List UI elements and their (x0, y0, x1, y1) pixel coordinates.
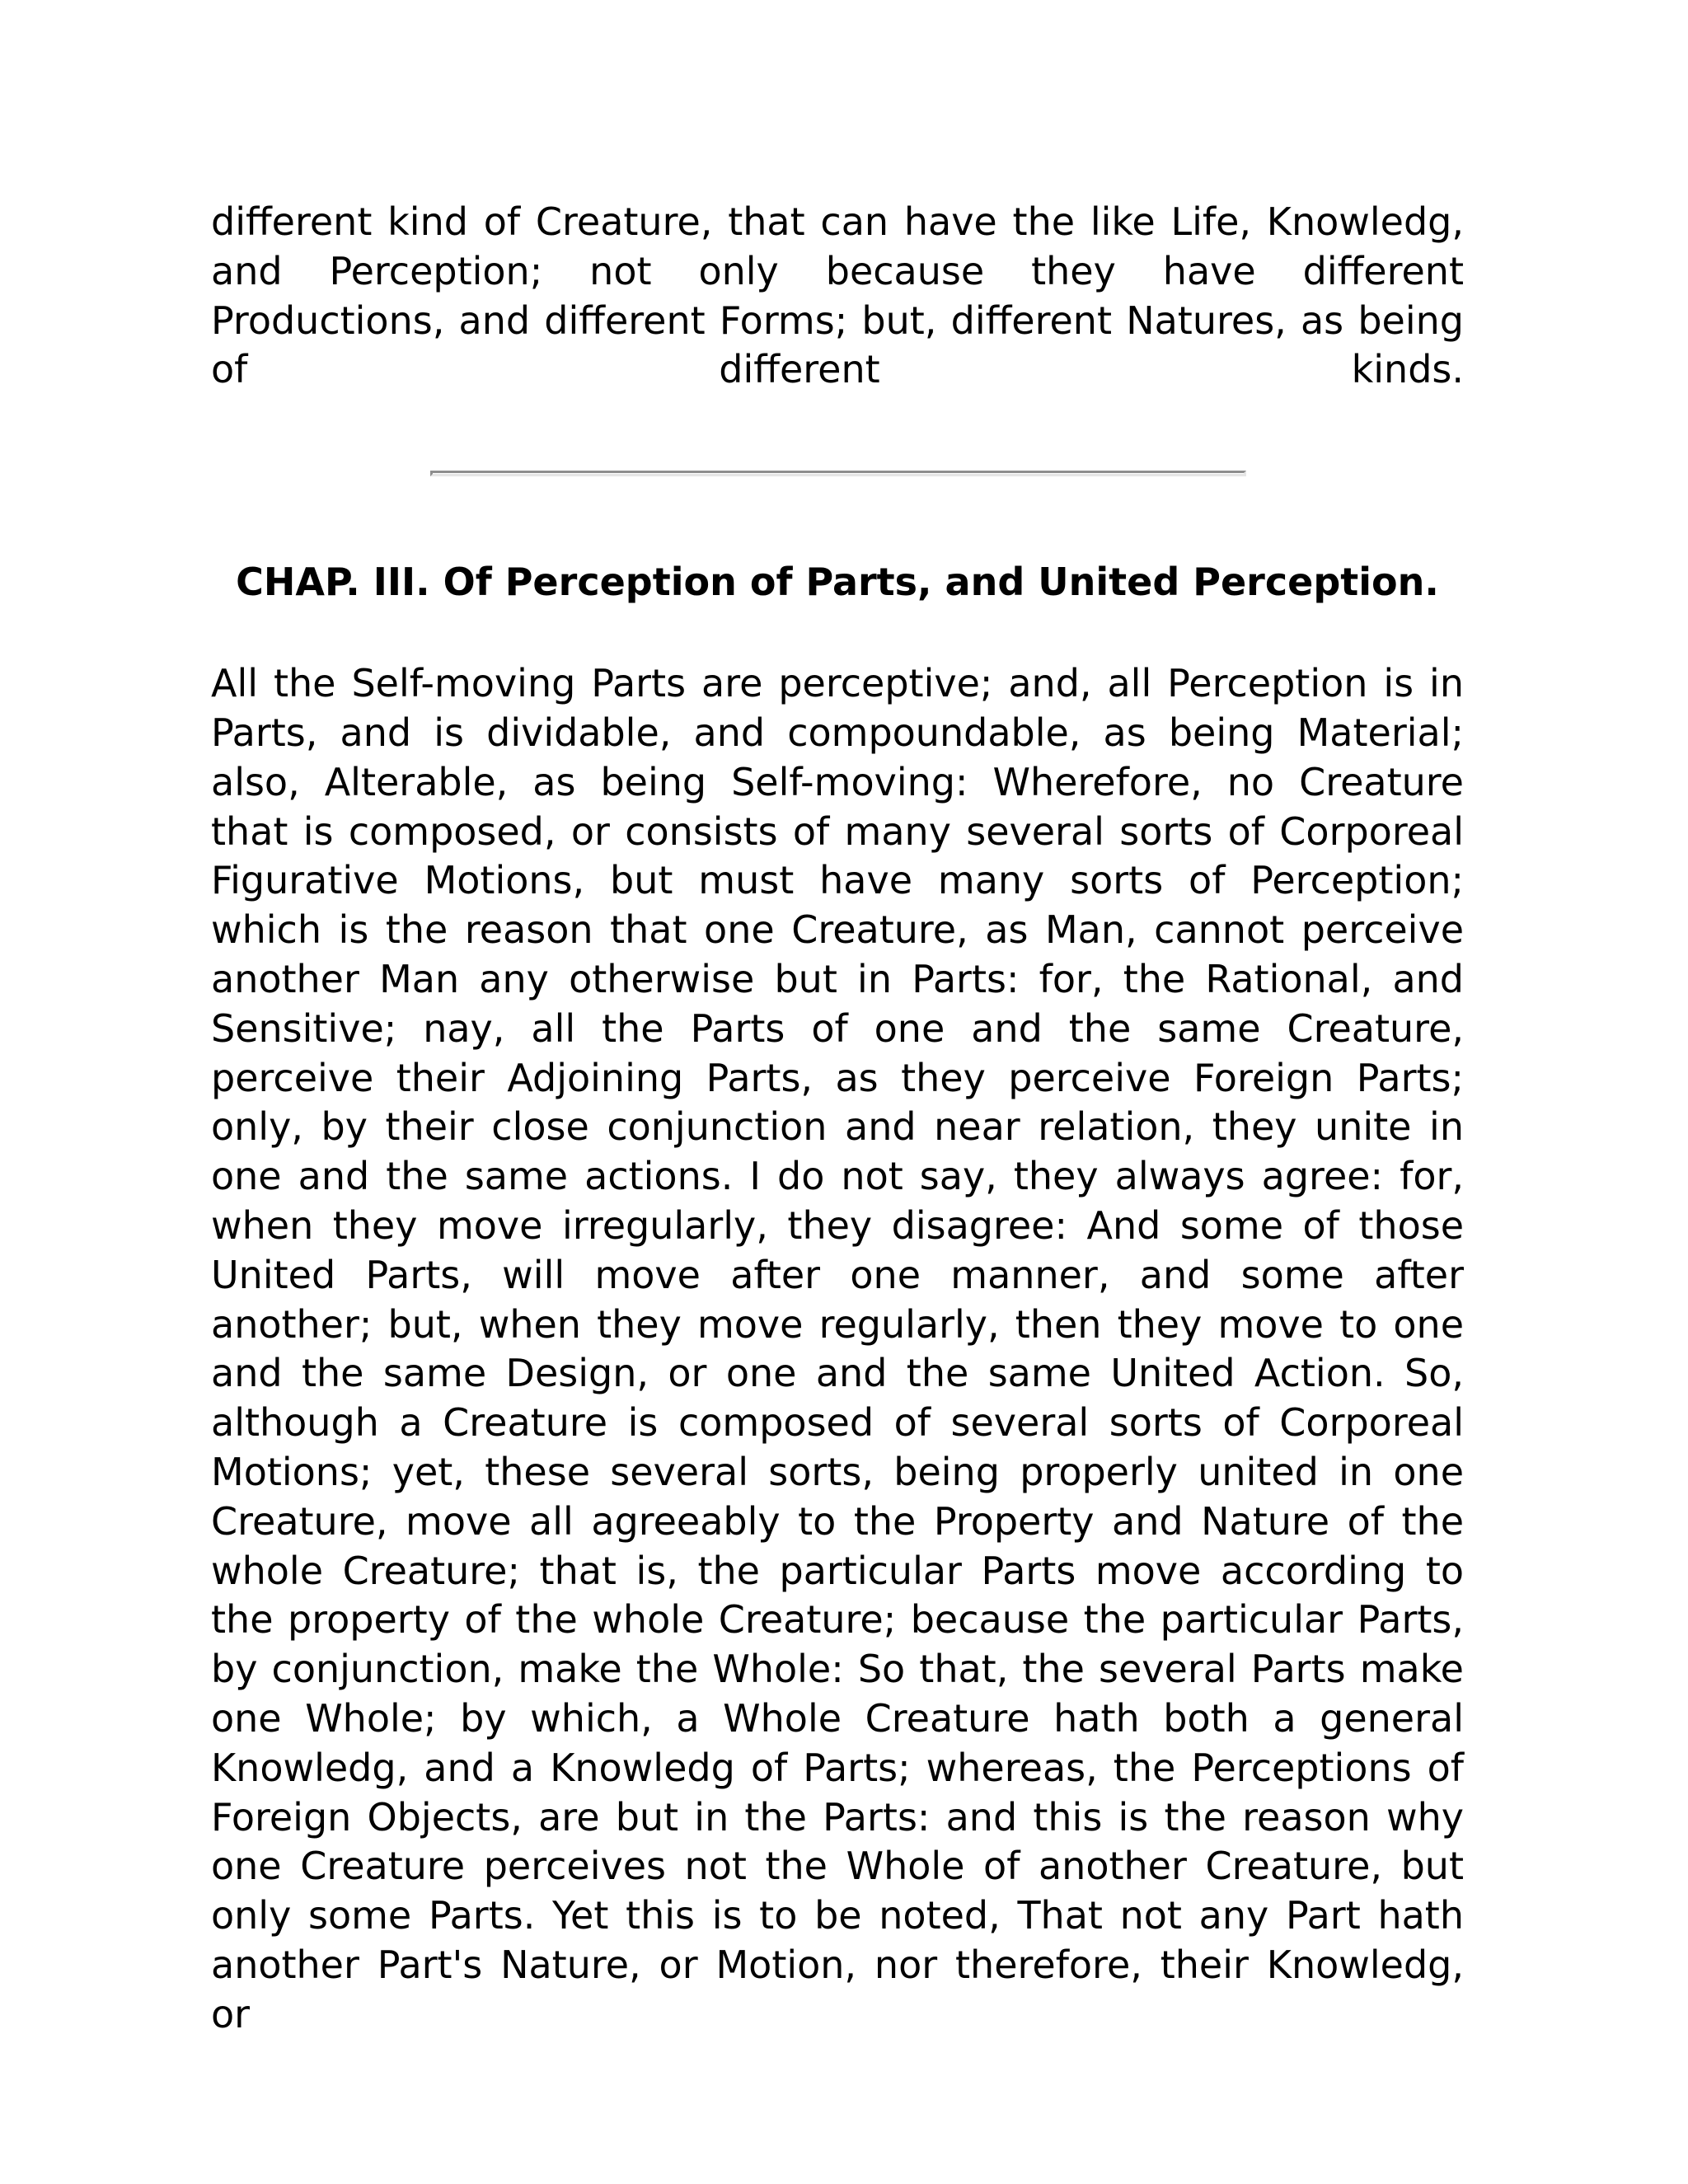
body-paragraph: All the Self-moving Parts are perceptive; and, all Perception is in Parts, and is dividable, and compoundable, as being Material; also, Alterable, as being Self-moving: Wherefore, no Creature that is composed, or consists of many several sorts of Corporeal Figurative Motions, but must have many sorts of Perception; which is the reason that one Creature, as Man, cannot perceive another Man any otherwise but in Parts: for, the Rational, and Sensitive; nay, all the Parts of one and the same Creature, perceive their Adjoining Parts, as they perceive Foreign Parts; only, by their close conjunction and near relation, they unite in one and the same actions. I do not say, they always agree: for, when they move irregularly, they disagree: And some of those United Parts, will move after one manner, and some after another; but, when they move regularly, then they move to one and the same Design, or one and the same United Action. So, although a Creature is composed of several sorts of Corporeal Motions; yet, these several sorts, being properly united in one Creature, move all agreeably to the Property and Nature of the whole Creature; that is, the particular Parts move according to the property of the whole Creature; because the particular Parts, by conjunction, make the Whole: So that, the several Parts make one Whole; by which, a Whole Creature hath both a general Knowledg, and a Knowledg of Parts; whereas, the Perceptions of Foreign Objects, are but in the Parts: and this is the reason why one Creature perceives not the Whole of another Creature, but only some Parts. Yet this is to be noted, That not any Part hath another Part's Nature, or Motion, nor therefore, their Knowledg, or (211, 661, 1464, 2036)
chapter-heading: CHAP. III. Of Perception of Parts, and United Perception. (236, 560, 1439, 605)
document-page (211, 198, 1464, 2040)
horizontal-rule (430, 471, 1246, 476)
intro-paragraph: different kind of Creature, that can have the like Life, Knowledg, and Perception; not only because they have different Productions, and different Forms; but, different Natures, as being of different kinds. (211, 199, 1464, 392)
